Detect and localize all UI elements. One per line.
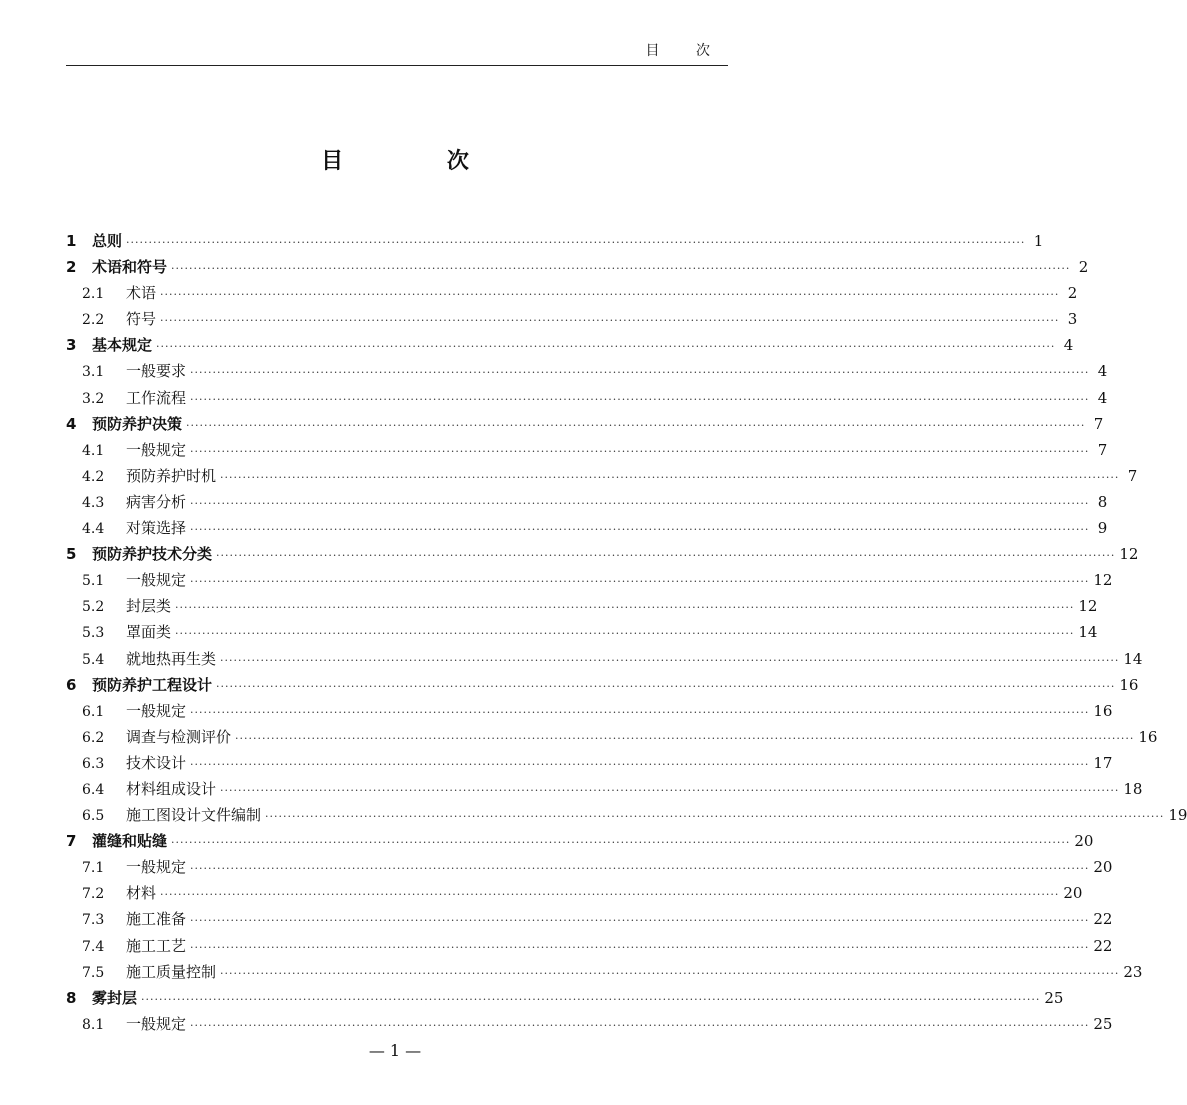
dot-leader: ········································································································································································································ bbox=[175, 601, 1075, 615]
toc-entry-page: 20 bbox=[1063, 884, 1083, 903]
toc-entry-label: 施工质量控制 bbox=[126, 962, 217, 981]
dot-leader: ········································································································································································································ bbox=[190, 757, 1090, 771]
dot-leader: ········································································································································································································ bbox=[160, 288, 1060, 302]
toc-entry-page: 4 bbox=[1097, 388, 1108, 407]
toc-entry-number: 4.1 bbox=[82, 442, 105, 459]
dot-leader: ········································································································································································································ bbox=[216, 679, 1116, 693]
toc-entry-label: 一般规定 bbox=[126, 858, 187, 877]
toc-entry[interactable] bbox=[66, 1011, 1113, 1037]
toc-entry[interactable] bbox=[66, 906, 1113, 932]
toc-entry-page: 14 bbox=[1078, 623, 1098, 642]
dot-leader: ········································································································································································································ bbox=[190, 575, 1090, 589]
dot-leader: ········································································································································································································ bbox=[190, 392, 1090, 406]
toc-entry-page: 1 bbox=[1033, 232, 1044, 250]
toc-entry-number: 4.3 bbox=[82, 494, 105, 511]
dot-leader: ········································································································································································································ bbox=[171, 836, 1071, 850]
toc-entry-page: 4 bbox=[1097, 362, 1108, 381]
toc-entry-number: 1 bbox=[66, 232, 77, 250]
dot-leader: ········································································································································································································ bbox=[156, 340, 1056, 354]
toc-entry[interactable] bbox=[66, 985, 1064, 1011]
toc-entry-label: 预防养护工程设计 bbox=[92, 675, 213, 694]
toc-entry-number: 4 bbox=[66, 414, 77, 433]
running-header bbox=[66, 38, 728, 66]
toc-entry-page: 12 bbox=[1093, 571, 1113, 590]
toc-entry[interactable] bbox=[66, 776, 1143, 802]
toc-entry[interactable] bbox=[66, 541, 1139, 567]
dot-leader: ········································································································································································································ bbox=[175, 627, 1075, 641]
toc-entry-page: 14 bbox=[1123, 649, 1143, 668]
toc-entry-label: 预防养护决策 bbox=[92, 414, 183, 433]
toc-entry[interactable] bbox=[66, 489, 1108, 515]
toc-entry-page: 7 bbox=[1127, 466, 1138, 485]
toc-entry-page: 25 bbox=[1093, 1014, 1113, 1033]
toc-entry[interactable] bbox=[66, 698, 1113, 724]
toc-entry-page: 22 bbox=[1093, 910, 1113, 929]
toc-entry[interactable] bbox=[66, 228, 1044, 254]
dot-leader: ········································································································································································································ bbox=[190, 444, 1090, 458]
toc-entry-number: 4.4 bbox=[82, 521, 105, 538]
toc-entry-number: 7 bbox=[66, 832, 77, 851]
toc-entry-label: 一般规定 bbox=[126, 1014, 187, 1033]
toc-entry-number: 7.2 bbox=[82, 886, 105, 903]
dot-leader: ········································································································································································································ bbox=[126, 236, 1026, 249]
toc-entry-label: 技术设计 bbox=[126, 753, 187, 772]
toc-entry-page: 12 bbox=[1119, 545, 1139, 564]
toc-entry[interactable] bbox=[66, 672, 1139, 698]
toc-entry-label: 术语 bbox=[126, 284, 157, 303]
dot-leader: ········································································································································································································ bbox=[190, 914, 1090, 928]
toc-entry-label: 材料 bbox=[126, 884, 157, 903]
toc-entry-label: 病害分析 bbox=[126, 492, 187, 511]
dot-leader: ········································································································································································································ bbox=[190, 366, 1090, 380]
toc-entry[interactable] bbox=[66, 750, 1113, 776]
toc-entry-number: 2.2 bbox=[82, 312, 105, 329]
toc-entry-page: 2 bbox=[1078, 258, 1089, 277]
page-title: 目 次 bbox=[321, 149, 517, 174]
toc-entry-page: 19 bbox=[1168, 806, 1187, 825]
toc-entry[interactable] bbox=[66, 724, 1158, 750]
toc-entry-label: 工作流程 bbox=[126, 388, 187, 407]
toc-entry-page: 3 bbox=[1067, 310, 1078, 329]
toc-entry-number: 3.2 bbox=[82, 390, 105, 407]
toc-entry-label: 一般规定 bbox=[126, 571, 187, 590]
toc-entry-page: 7 bbox=[1093, 414, 1104, 433]
toc-entry[interactable] bbox=[66, 515, 1108, 541]
toc-entry-number: 7.5 bbox=[82, 964, 105, 981]
toc-entry-label: 雾封层 bbox=[92, 988, 138, 1007]
toc-entry-label: 施工工艺 bbox=[126, 936, 187, 955]
toc-entry-page: 23 bbox=[1123, 962, 1143, 981]
toc-entry[interactable] bbox=[66, 358, 1108, 384]
dot-leader: ········································································································································································································ bbox=[190, 705, 1090, 719]
toc-entry-number: 8.1 bbox=[82, 1016, 105, 1033]
toc-entry-label: 就地热再生类 bbox=[126, 649, 217, 668]
toc-entry[interactable] bbox=[66, 254, 1089, 280]
toc-entry-label: 预防养护技术分类 bbox=[92, 545, 213, 564]
toc-entry-page: 12 bbox=[1078, 597, 1098, 616]
toc-entry[interactable] bbox=[66, 463, 1138, 489]
dot-leader: ········································································································································································································ bbox=[160, 888, 1060, 902]
dot-leader: ········································································································································································································ bbox=[190, 1018, 1090, 1032]
toc-entry-number: 6 bbox=[66, 675, 77, 694]
dot-leader: ········································································································································································································ bbox=[220, 653, 1120, 667]
toc-entry-number: 5.2 bbox=[82, 599, 105, 616]
dot-leader: ········································································································································································································ bbox=[216, 549, 1116, 563]
toc-entry-label: 一般规定 bbox=[126, 701, 187, 720]
toc-entry-page: 8 bbox=[1097, 492, 1108, 511]
toc-entry-number: 2.1 bbox=[82, 286, 105, 303]
dot-leader: ········································································································································································································ bbox=[141, 992, 1041, 1006]
toc-entry-number: 8 bbox=[66, 988, 77, 1007]
toc-entry-number: 7.1 bbox=[82, 860, 105, 877]
toc-entry-label: 施工准备 bbox=[126, 910, 187, 929]
toc-entry-page: 16 bbox=[1119, 675, 1139, 694]
toc-entry-label: 符号 bbox=[126, 310, 157, 329]
dot-leader: ········································································································································································································ bbox=[190, 862, 1090, 876]
toc-entry[interactable] bbox=[66, 880, 1083, 906]
toc-entry-page: 20 bbox=[1093, 858, 1113, 877]
toc-entry-label: 术语和符号 bbox=[92, 258, 168, 277]
toc-entry-page: 20 bbox=[1074, 832, 1094, 851]
toc-entry-page: 17 bbox=[1093, 753, 1113, 772]
dot-leader: ········································································································································································································ bbox=[235, 731, 1135, 745]
toc-entry-number: 5.1 bbox=[82, 573, 105, 590]
toc-entry-page: 25 bbox=[1044, 988, 1064, 1007]
toc-entry-number: 2 bbox=[66, 258, 77, 277]
toc-entry-label: 基本规定 bbox=[92, 336, 153, 355]
toc-entry[interactable] bbox=[66, 385, 1108, 411]
toc-entry[interactable] bbox=[66, 437, 1108, 463]
page-number: — 1 — bbox=[368, 1041, 422, 1060]
toc-entry[interactable] bbox=[66, 332, 1074, 358]
toc-entry-number: 6.4 bbox=[82, 781, 105, 798]
toc-entry-label: 预防养护时机 bbox=[126, 466, 217, 485]
toc-entry-label: 一般规定 bbox=[126, 440, 187, 459]
toc-entry-number: 6.3 bbox=[82, 755, 105, 772]
table-of-contents bbox=[66, 228, 1187, 1037]
toc-entry-number: 6.5 bbox=[82, 808, 105, 825]
running-title: 目 次 bbox=[645, 43, 726, 59]
dot-leader: ········································································································································································································ bbox=[171, 262, 1071, 276]
toc-entry-page: 16 bbox=[1138, 727, 1158, 746]
toc-entry-label: 对策选择 bbox=[126, 519, 187, 538]
toc-entry[interactable] bbox=[66, 593, 1098, 619]
toc-entry[interactable] bbox=[66, 280, 1078, 306]
toc-entry-label: 材料组成设计 bbox=[126, 779, 217, 798]
toc-entry-page: 2 bbox=[1067, 284, 1078, 303]
toc-entry[interactable] bbox=[66, 306, 1078, 332]
dot-leader: ········································································································································································································ bbox=[220, 966, 1120, 980]
dot-leader: ········································································································································································································ bbox=[186, 418, 1086, 432]
toc-entry[interactable] bbox=[66, 854, 1113, 880]
dot-leader: ········································································································································································································ bbox=[220, 470, 1120, 484]
toc-entry-number: 7.4 bbox=[82, 938, 105, 955]
dot-leader: ········································································································································································································ bbox=[265, 810, 1165, 824]
toc-entry-label: 一般要求 bbox=[126, 362, 187, 381]
toc-entry-number: 6.1 bbox=[82, 703, 105, 720]
toc-entry[interactable] bbox=[66, 567, 1113, 593]
toc-entry[interactable] bbox=[66, 933, 1113, 959]
toc-entry-number: 3.1 bbox=[82, 364, 105, 381]
toc-entry-page: 9 bbox=[1097, 519, 1108, 538]
toc-entry-number: 4.2 bbox=[82, 468, 105, 485]
toc-entry-page: 4 bbox=[1063, 336, 1074, 355]
toc-entry-label: 罩面类 bbox=[126, 623, 172, 642]
toc-entry-label: 调查与检测评价 bbox=[126, 727, 232, 746]
toc-entry-label: 灌缝和贴缝 bbox=[92, 832, 168, 851]
toc-entry-number: 5.3 bbox=[82, 625, 105, 642]
toc-entry-page: 18 bbox=[1123, 779, 1143, 798]
toc-entry-number: 7.3 bbox=[82, 912, 105, 929]
toc-entry[interactable] bbox=[66, 646, 1143, 672]
toc-entry-number: 5.4 bbox=[82, 651, 105, 668]
toc-entry[interactable] bbox=[66, 411, 1104, 437]
toc-entry-number: 5 bbox=[66, 545, 77, 564]
toc-entry-label: 施工图设计文件编制 bbox=[126, 806, 262, 825]
toc-entry-page: 7 bbox=[1097, 440, 1108, 459]
dot-leader: ········································································································································································································ bbox=[220, 783, 1120, 797]
toc-entry[interactable] bbox=[66, 959, 1143, 985]
dot-leader: ········································································································································································································ bbox=[190, 496, 1090, 510]
dot-leader: ········································································································································································································ bbox=[160, 314, 1060, 328]
toc-entry-page: 22 bbox=[1093, 936, 1113, 955]
toc-entry-number: 6.2 bbox=[82, 729, 105, 746]
toc-entry[interactable] bbox=[66, 619, 1098, 645]
dot-leader: ········································································································································································································ bbox=[190, 940, 1090, 954]
toc-entry-label: 封层类 bbox=[126, 597, 172, 616]
toc-entry-label: 总则 bbox=[92, 232, 123, 250]
toc-entry[interactable] bbox=[66, 828, 1094, 854]
toc-entry-number: 3 bbox=[66, 336, 77, 355]
dot-leader: ········································································································································································································ bbox=[190, 523, 1090, 537]
toc-entry-page: 16 bbox=[1093, 701, 1113, 720]
toc-entry[interactable] bbox=[66, 802, 1187, 828]
